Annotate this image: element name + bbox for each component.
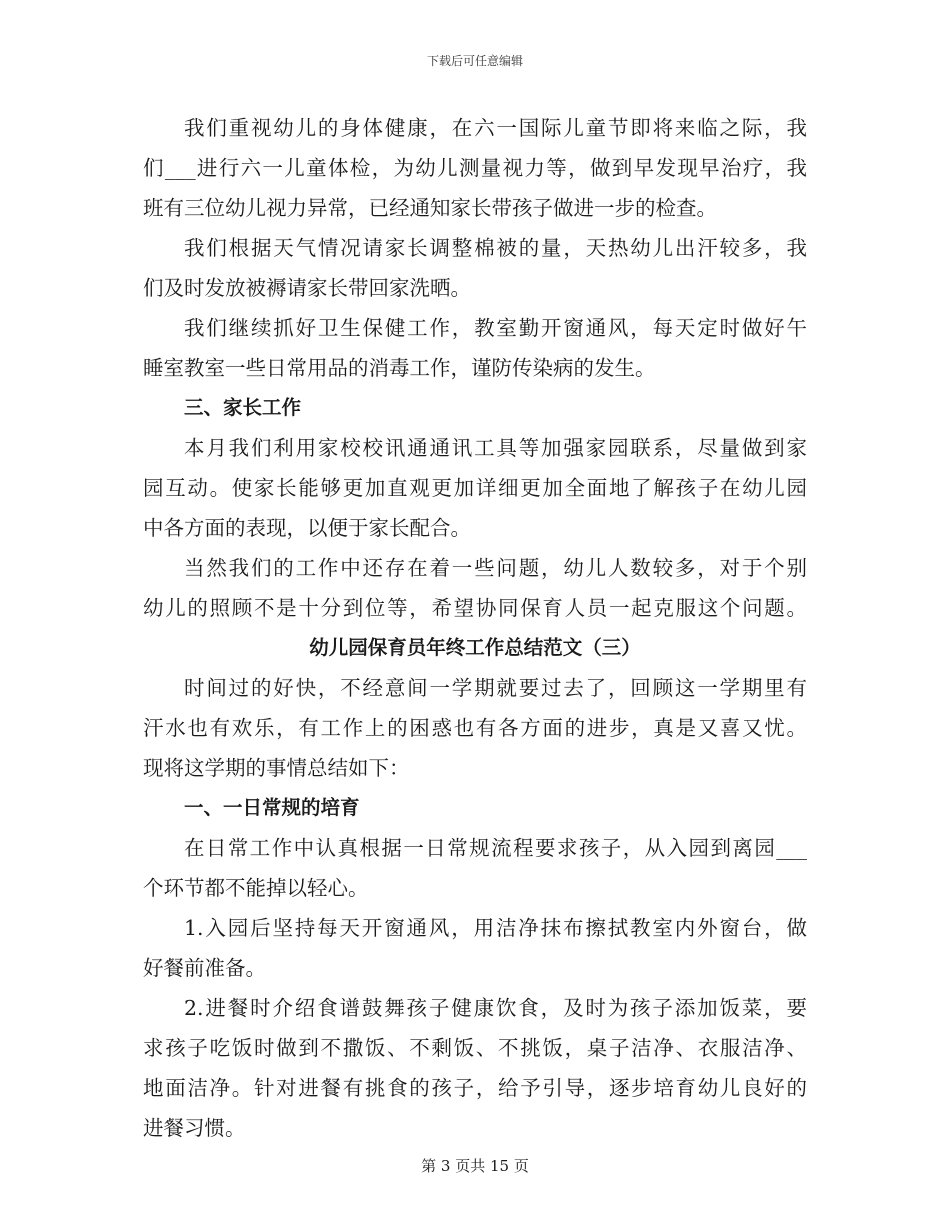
paragraph-line: 本月我们利用家校校讯通通讯工具等加强家园联系，尽量做到家 [184,436,807,460]
paragraph-line: 当然我们的工作中还存在着一些问题，幼儿人数较多，对于个别 [184,556,807,580]
section-heading: 一、一日常规的培育 [184,796,360,819]
paragraph-line: 我们继续抓好卫生保健工作，教室勤开窗通风，每天定时做好午 [184,316,807,340]
paragraph-line: 个环节都不能掉以轻心。 [143,876,369,900]
paragraph-line: 1.入园后坚持每天开窗通风，用洁净抹布擦拭教室内外窗台，做 [184,916,807,940]
paragraph-line: 中各方面的表现，以便于家长配合。 [143,516,471,540]
page-footer: 第 3 页共 15 页 [421,1157,529,1175]
paragraph-line: 园互动。使家长能够更加直观更加详细更加全面地了解孩子在幼儿园 [143,476,807,500]
paragraph-line: 汗水也有欢乐，有工作上的困惑也有各方面的进步，真是又喜又忧。 [143,716,807,740]
paragraph-line: 我们根据天气情况请家长调整棉被的量，天热幼儿出汗较多，我 [184,236,807,260]
paragraph-line: 们___进行六一儿童体检，为幼儿测量视力等，做到早发现早治疗，我 [143,156,807,180]
paragraph-line: 进餐习惯。 [143,1116,246,1140]
paragraph-line: 幼儿的照顾不是十分到位等，希望协同保育人员一起克服这个问题。 [143,596,807,620]
paragraph-line: 班有三位幼儿视力异常，已经通知家长带孩子做进一步的检查。 [143,196,717,220]
paragraph-line: 地面洁净。针对进餐有挑食的孩子，给予引导，逐步培育幼儿良好的 [143,1076,807,1100]
paragraph-line: 在日常工作中认真根据一日常规流程要求孩子，从入园到离园___ [184,836,807,860]
section-heading: 三、家长工作 [184,396,302,419]
paragraph-line: 好餐前准备。 [143,956,266,980]
paragraph-line: 我们重视幼儿的身体健康，在六一国际儿童节即将来临之际，我 [184,116,807,140]
paragraph-line: 们及时发放被褥请家长带回家洗晒。 [143,276,471,300]
paragraph-line: 求孩子吃饭时做到不撒饭、不剩饭、不挑饭，桌子洁净、衣服洁净、 [143,1036,807,1060]
article-title: 幼儿园保育员年终工作总结范文（三） [309,636,641,659]
paragraph-line: 睡室教室一些日常用品的消毒工作，谨防传染病的发生。 [143,356,656,380]
document-body [143,108,807,1148]
paragraph-line: 时间过的好快，不经意间一学期就要过去了，回顾这一学期里有 [184,676,807,700]
page-header: 下载后可任意编辑 [426,54,523,68]
paragraph-line: 现将这学期的事情总结如下： [143,756,410,780]
paragraph-line: 2.进餐时介绍食谱鼓舞孩子健康饮食，及时为孩子添加饭菜，要 [184,996,807,1020]
